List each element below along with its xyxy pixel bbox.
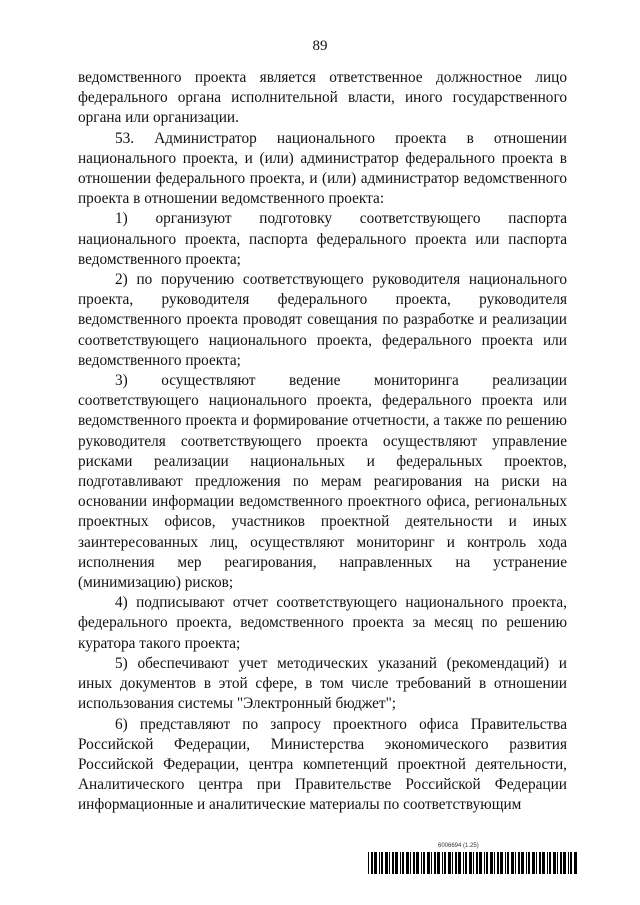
paragraph: ведомственного проекта является ответственное должностное лицо федерального органа исполнительной власти, иного государственного органа или организации.: [78, 69, 567, 127]
barcode-block: [368, 843, 578, 875]
barcode-icon: [368, 852, 578, 874]
paragraph: 5) обеспечивают учет методических указаний (рекомендаций) и иных документов в этой сфере, в том числе требований в отношении использования системы "Электронный бюджет";: [78, 654, 567, 713]
paragraph: 1) организуют подготовку соответствующего паспорта национального проекта, паспорта федерального проекта или паспорта ведомственного проекта;: [78, 210, 567, 268]
document-body: [78, 68, 567, 816]
barcode-caption: 6006694 (1.25): [438, 843, 479, 849]
paragraph: 3) осуществляют ведение мониторинга реализации соответствующего национального проекта, федерального проекта или ведомственного проекта и формирование отчетности, а также по решению руководителя соответствующего проекта осуществляют управление рисками реализации национальных и федеральных проектов, подготавливают предложения по мерам реагирования на риски на основании информации ведомственного проектного офиса, региональных проектных офисов, участников проектной деятельности и иных заинтересованных лиц, осуществляют мониторинг и контроль хода исполнения мер реагирования, направленных на устранение (минимизацию) рисков;: [78, 372, 567, 592]
paragraph: 53. Администратор национального проекта в отношении национального проекта, и (или) администратор федерального проекта в отношении федерального проекта, и (или) администратор ведомственного проекта в отношении ведомственного проекта:: [78, 129, 567, 208]
paragraph: 2) по поручению соответствующего руководителя национального проекта, руководителя федерального проекта, руководителя ведомственного проекта проводят совещания по разработке и реализации соответствующего национального проекта, федерального проекта или ведомственного проекта;: [78, 271, 567, 369]
page-number: 89: [312, 38, 328, 54]
paragraph: 4) подписывают отчет соответствующего национального проекта, федерального проекта, ведомственного проекта за месяц по решению куратора такого проекта;: [78, 594, 567, 652]
paragraph: 6) представляют по запросу проектного офиса Правительства Российской Федерации, Министерства экономического развития Российской Федерации, центра компетенций проектной деятельности, Аналитического центра при Правительстве Российской Федерации информационные и аналитические материалы по соответствующим: [78, 715, 567, 814]
